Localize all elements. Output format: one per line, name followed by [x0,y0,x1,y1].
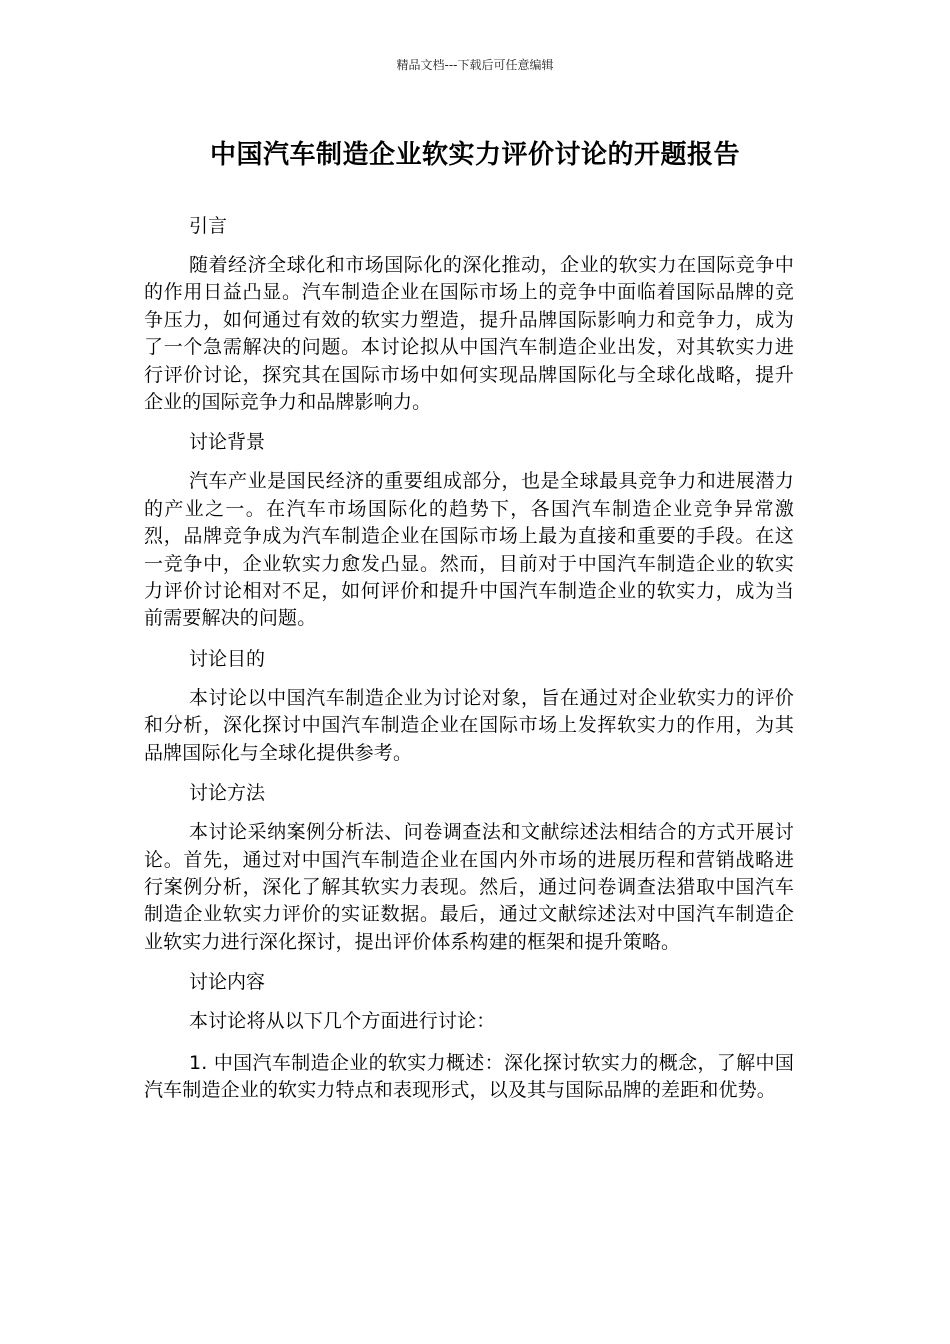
paragraph-purpose: 本讨论以中国汽车制造企业为讨论对象，旨在通过对企业软实力的评价和分析，深化探讨中国汽车制造企业在国际市场上发挥软实力的作用，为其品牌国际化与全球化提供参考。 [144,686,794,764]
paragraph-method: 本讨论采纳案例分析法、问卷调查法和文献综述法相结合的方式开展讨论。首先，通过对中国汽车制造企业在国内外市场的进展历程和营销战略进行案例分析，深化了解其软实力表现。然后，通过问卷调查法猎取中国汽车制造企业软实力评价的实证数据。最后，通过文献综述法对中国汽车制造企业软实力进行深化探讨，提出评价体系构建的框架和提升策略。 [144,821,794,953]
section-heading-content: 讨论内容 [189,971,266,994]
list-item-1: 1. 中国汽车制造企业的软实力概述：深化探讨软实力的概念，了解中国汽车制造企业的软实力特点和表现形式，以及其与国际品牌的差距和优势。 [144,1051,794,1101]
section-heading-intro: 引言 [189,215,228,237]
paragraph-background: 汽车产业是国民经济的重要组成部分，也是全球最具竞争力和进展潜力的产业之一。在汽车市场国际化的趋势下，各国汽车制造企业竞争异常激烈，品牌竞争成为汽车制造企业在国际市场上最为直接和重要的手段。在这一竞争中，企业软实力愈发凸显。然而，目前对于中国汽车制造企业的软实力评价讨论相对不足，如何评价和提升中国汽车制造企业的软实力，成为当前需要解决的问题。 [144,470,794,630]
section-heading-purpose: 讨论目的 [189,647,266,670]
document-title: 中国汽车制造企业软实力评价讨论的开题报告 [209,140,740,170]
paragraph-content-intro: 本讨论将从以下几个方面进行讨论： [189,1010,496,1033]
section-heading-background: 讨论背景 [189,431,266,454]
page-header-note: 精品文档---下载后可任意编辑 [396,58,554,72]
document-body [144,212,794,1116]
paragraph-intro: 随着经济全球化和市场国际化的深化推动，企业的软实力在国际竞争中的作用日益凸显。汽车制造企业在国际市场上的竞争中面临着国际品牌的竞争压力，如何通过有效的软实力塑造，提升品牌国际影响力和竞争力，成为了一个急需解决的问题。本讨论拟从中国汽车制造企业出发，对其软实力进行评价讨论，探究其在国际市场中如何实现品牌国际化与全球化战略，提升企业的国际竞争力和品牌影响力。 [144,254,794,414]
section-heading-method: 讨论方法 [189,782,266,805]
